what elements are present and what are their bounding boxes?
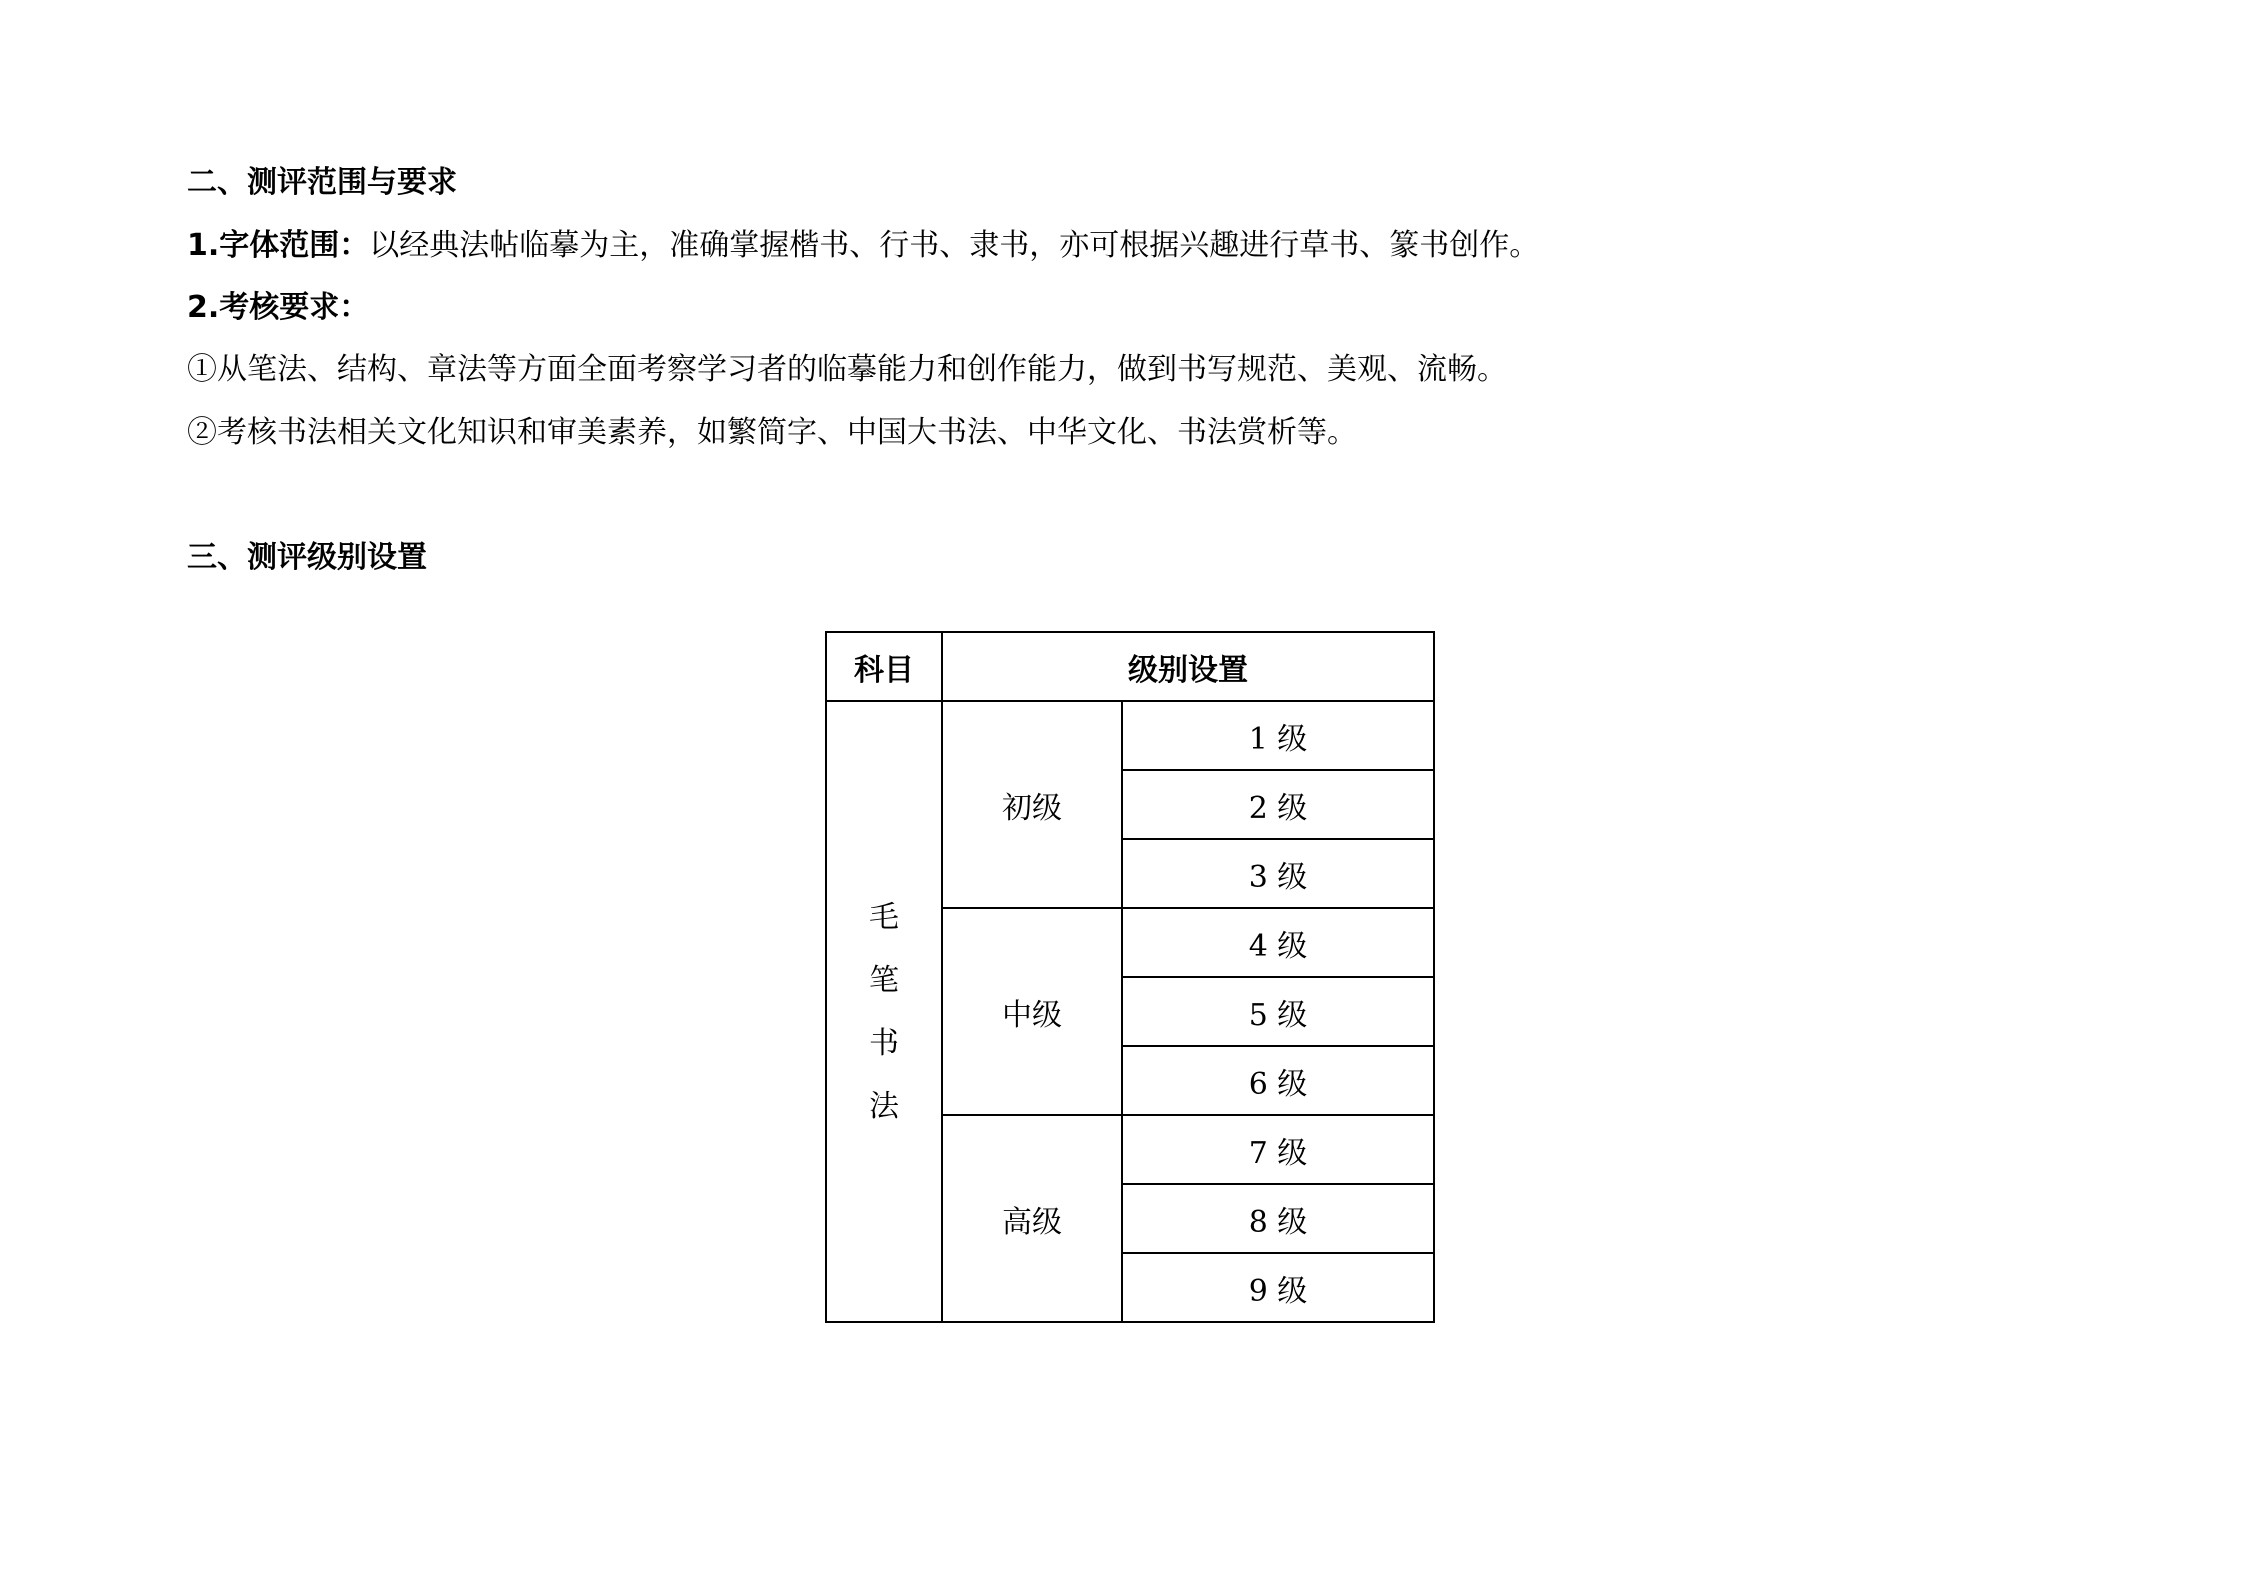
level-cell: 8 级: [1122, 1184, 1434, 1253]
group-cell-advanced: 高级: [942, 1115, 1122, 1322]
level-cell: 7 级: [1122, 1115, 1434, 1184]
level-cell: 9 级: [1122, 1253, 1434, 1322]
level-cell: 1 级: [1122, 701, 1434, 770]
group-cell-intermediate: 中级: [942, 908, 1122, 1115]
level-cell: 5 级: [1122, 977, 1434, 1046]
level-cell: 4 级: [1122, 908, 1434, 977]
header-subject: 科目: [826, 632, 942, 701]
level-cell: 6 级: [1122, 1046, 1434, 1115]
section-heading-scope: 二、测评范围与要求: [187, 165, 457, 200]
font-scope-text: 以经典法帖临摹为主，准确掌握楷书、行书、隶书，亦可根据兴趣进行草书、篆书创作。: [369, 228, 1540, 263]
group-cell-beginner: 初级: [942, 701, 1122, 908]
requirement-item-1: ①从笔法、结构、章法等方面全面考察学习者的临摹能力和创作能力，做到书写规范、美观、流畅。: [187, 352, 1507, 387]
requirement-item-2: ②考核书法相关文化知识和审美素养，如繁简字、中国大书法、中华文化、书法赏析等。: [187, 415, 1357, 450]
table-header-row: [826, 632, 1434, 701]
level-settings-table: [825, 631, 1435, 1323]
table-row: [826, 701, 1434, 770]
level-cell: 3 级: [1122, 839, 1434, 908]
font-scope-label: 1.字体范围：: [187, 228, 370, 263]
level-cell: 2 级: [1122, 770, 1434, 839]
font-scope-paragraph: [187, 226, 1539, 266]
subject-name: 毛笔书法: [869, 899, 899, 1124]
subject-cell: [826, 701, 942, 1322]
assessment-requirements-label: 2.考核要求：: [187, 290, 370, 325]
header-level-settings: 级别设置: [942, 632, 1434, 701]
section-heading-levels: 三、测评级别设置: [187, 540, 427, 575]
